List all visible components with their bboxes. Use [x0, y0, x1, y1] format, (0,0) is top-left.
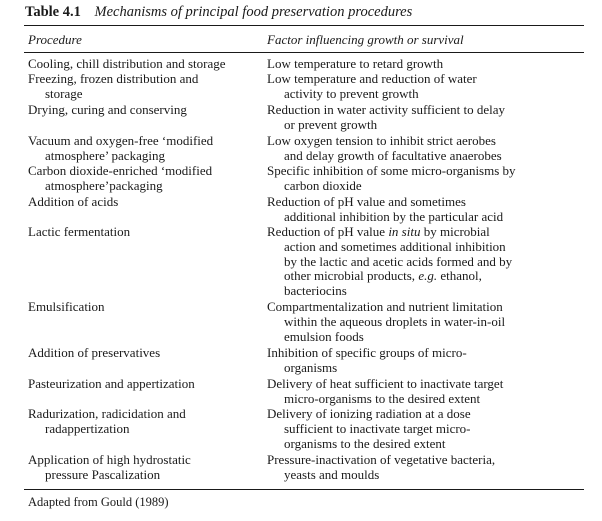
factor-line: Pressure-inactivation of vegetative bacteria,: [267, 452, 496, 467]
factor-line: bacteriocins: [284, 283, 347, 299]
table-title: Mechanisms of principal food preservation procedures: [94, 4, 413, 20]
top-rule: [24, 25, 584, 26]
factor-line: yeasts and moulds: [284, 466, 380, 482]
procedure-line: atmosphere’ packaging: [45, 147, 165, 163]
procedure-line: radappertization: [45, 420, 130, 436]
factor-line: Reduction of pH value in situ by microbial: [267, 224, 490, 239]
factor-line: Reduction of pH value and sometimes: [267, 194, 466, 209]
factor-cell: [267, 164, 587, 194]
factor-cell: [267, 300, 587, 344]
procedure-cell: [28, 103, 264, 118]
procedure-line: Lactic fermentation: [28, 224, 131, 239]
factor-line: emulsion foods: [284, 328, 364, 344]
procedure-cell: [28, 72, 264, 102]
factor-cell: [267, 57, 587, 72]
procedure-line: Radurization, radicidation and: [28, 406, 186, 421]
factor-line: action and sometimes additional inhibition: [284, 238, 506, 254]
procedure-cell: [28, 300, 264, 315]
procedure-line: Pasteurization and appertization: [28, 376, 195, 391]
factor-cell: [267, 72, 587, 102]
factor-line: additional inhibition by the particular acid: [284, 208, 504, 224]
factor-line: within the aqueous droplets in water-in-oil: [284, 313, 506, 329]
procedure-line: Vacuum and oxygen-free ‘modified: [28, 133, 214, 148]
factor-line: and delay growth of facultative anaerobes: [284, 147, 502, 163]
factor-line: Inhibition of specific groups of micro-: [267, 345, 467, 360]
procedure-cell: [28, 453, 264, 483]
factor-cell: [267, 407, 587, 451]
procedure-cell: [28, 195, 264, 210]
procedure-line: Addition of preservatives: [28, 345, 161, 360]
bottom-rule: [24, 489, 584, 490]
factor-cell: [267, 346, 587, 376]
procedure-line: Drying, curing and conserving: [28, 102, 187, 117]
procedure-line: Carbon dioxide-enriched ‘modified: [28, 163, 213, 178]
factor-line: sufficient to inactivate target micro-: [284, 420, 471, 436]
factor-line: other microbial products, e.g. ethanol,: [284, 268, 482, 284]
factor-line: Low temperature and reduction of water: [267, 71, 477, 86]
procedure-cell: [28, 164, 264, 194]
factor-line: by the lactic and acetic acids formed and by: [284, 253, 513, 269]
procedure-line: Addition of acids: [28, 194, 119, 209]
table-footnote: Adapted from Gould (1989): [28, 495, 169, 509]
procedure-cell: [28, 134, 264, 164]
factor-line: organisms: [284, 359, 338, 375]
factor-line: Specific inhibition of some micro-organisms by: [267, 163, 516, 178]
factor-line: micro-organisms to the desired extent: [284, 390, 481, 406]
procedure-cell: [28, 377, 264, 392]
factor-line: Low temperature to retard growth: [267, 56, 444, 71]
procedure-cell: [28, 225, 264, 240]
header-factor: Factor influencing growth or survival: [267, 32, 464, 47]
table-caption: [25, 4, 412, 21]
procedure-line: storage: [45, 85, 83, 101]
procedure-line: Freezing, frozen distribution and: [28, 71, 199, 86]
factor-line: organisms to the desired extent: [284, 435, 446, 451]
procedure-cell: [28, 346, 264, 361]
procedure-cell: [28, 57, 264, 72]
procedure-cell: [28, 407, 264, 437]
factor-cell: [267, 453, 587, 483]
factor-line: Low oxygen tension to inhibit strict aerobes: [267, 133, 496, 148]
procedure-line: Cooling, chill distribution and storage: [28, 56, 226, 71]
factor-line: Reduction in water activity sufficient to delay: [267, 102, 506, 117]
factor-cell: [267, 134, 587, 164]
procedure-line: Emulsification: [28, 299, 105, 314]
factor-line: Delivery of heat sufficient to inactivate target: [267, 376, 504, 391]
procedure-line: Application of high hydrostatic: [28, 452, 191, 467]
factor-cell: [267, 103, 587, 133]
factor-line: or prevent growth: [284, 116, 378, 132]
factor-line: Delivery of ionizing radiation at a dose: [267, 406, 471, 421]
factor-line: Compartmentalization and nutrient limitation: [267, 299, 503, 314]
procedure-line: pressure Pascalization: [45, 466, 161, 482]
factor-line: carbon dioxide: [284, 177, 362, 193]
table-number: Table 4.1: [25, 4, 81, 20]
header-rule: [24, 52, 584, 53]
procedure-line: atmosphere’packaging: [45, 177, 163, 193]
header-procedure: Procedure: [28, 32, 82, 47]
factor-cell: [267, 195, 587, 225]
factor-line: activity to prevent growth: [284, 85, 419, 101]
factor-cell: [267, 225, 587, 299]
factor-cell: [267, 377, 587, 407]
